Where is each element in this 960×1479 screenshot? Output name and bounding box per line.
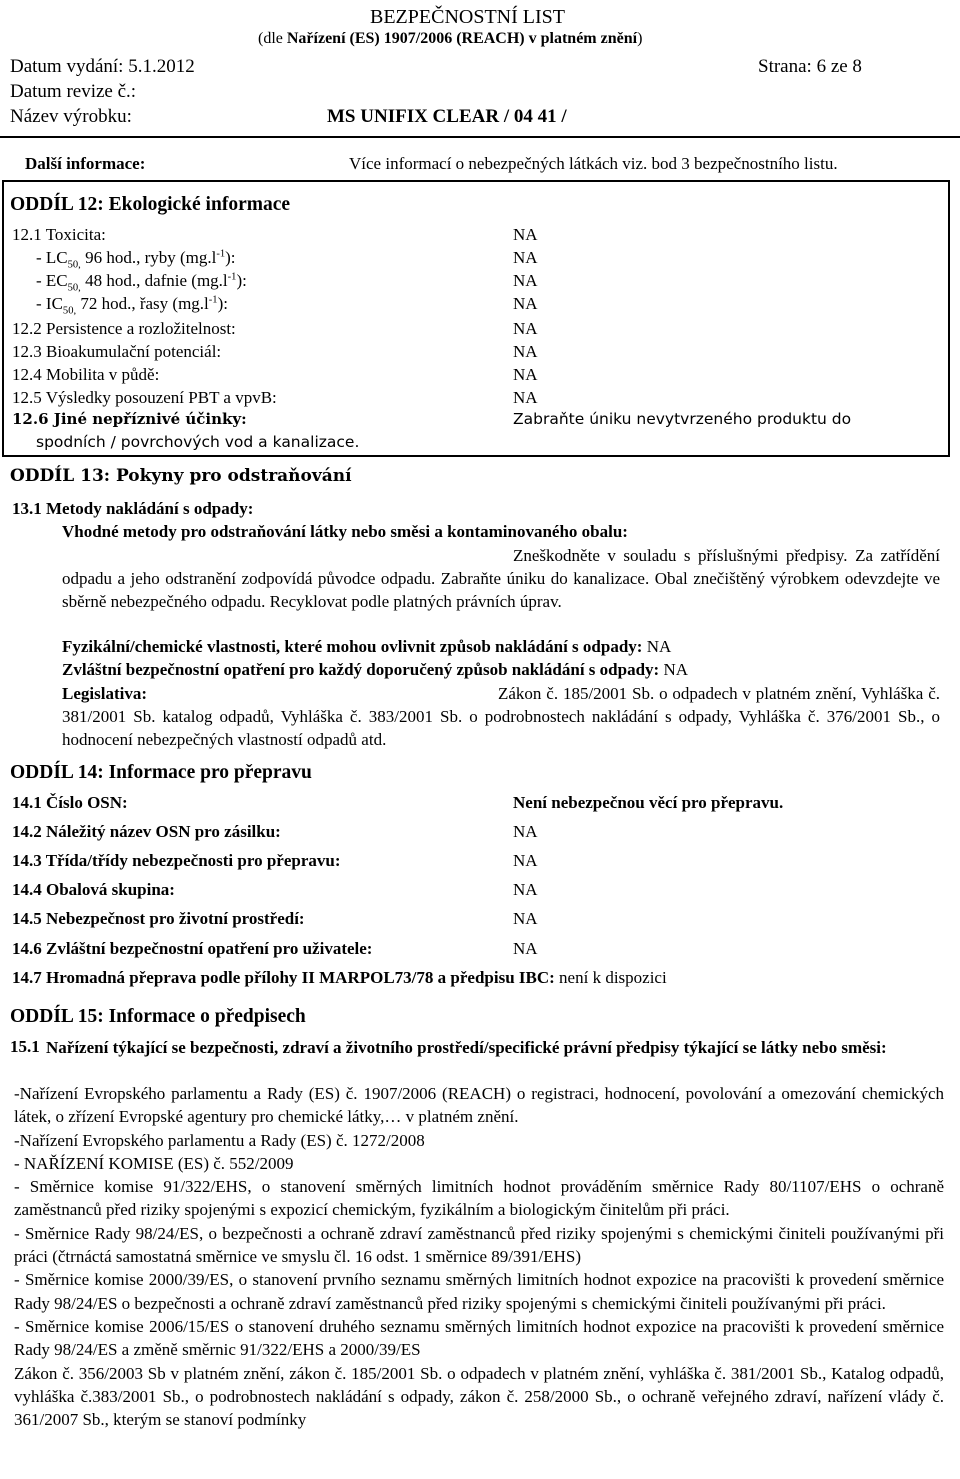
document-title: BEZPEČNOSTNÍ LIST — [370, 6, 565, 28]
page-number: Strana: 6 ze 8 — [758, 56, 862, 77]
pbt-label: 12.5 Výsledky posouzení PBT a vpvB: — [12, 388, 277, 407]
pbt-value: NA — [513, 388, 538, 407]
reg-item: Zákon č. 356/2003 Sb v platném znění, zákon č. 185/2001 Sb. o odpadech v platném znění, vyhláška č. 381/2001 Sb., Katalog odpadů, vyhláška č.383/2001 Sb., o podrobnostech nakládání s odpady, zákon č. 258/2000 Sb., o ochraně veřejného zdraví, nařízení vlády č. 361/2007 Sb., kterým se stanoví podmínky — [14, 1363, 944, 1430]
regs-heading: Nařízení týkající se bezpečnosti, zdraví a životního prostředí/specifické právní předpisy týkající se látky nebo směsi: — [46, 1038, 887, 1057]
section-12-title: ODDÍL 12: Ekologické informace — [10, 194, 291, 215]
env-hazard-value: NA — [513, 909, 538, 928]
reg-item: -Nařízení Evropského parlamentu a Rady (ES) č. 1272/2008 — [14, 1130, 425, 1150]
issue-date: Datum vydání: 5.1.2012 — [10, 56, 195, 77]
header-divider — [0, 136, 960, 138]
regs-number: 15.1 — [10, 1037, 40, 1056]
mobility-value: NA — [513, 365, 538, 384]
section-12-top-rule — [2, 180, 950, 182]
product-name: MS UNIFIX CLEAR / 04 41 / — [327, 106, 567, 127]
other-effects-value-line2: spodních / povrchových vod a kanalizace. — [36, 433, 360, 451]
suitable-methods-heading: Vhodné metody pro odstraňování látky nebo směsi a kontaminovaného obalu: — [62, 522, 628, 541]
waste-methods-text: Zneškodněte v souladu s příslušnými předpisy. Za zatřídění odpadu a jeho odstranění zodpovídá původce odpadu. Zabraňte úniku do kanalizace. Obal znečištěný výrobkem odevzdejte ve sběrně nebezpečného odpadu. Recyklovat podle platných právních úprav. — [62, 546, 940, 612]
section-13-title: ODDÍL 13: Pokyny pro odstraňování — [10, 466, 352, 486]
section-15-title: ODDÍL 15: Informace o předpisech — [10, 1006, 306, 1027]
mobility-label: 12.4 Mobilita v půdě: — [12, 365, 160, 384]
ec50-value: NA — [513, 271, 538, 290]
ec50-label: - $EC_{50,}$ 48 hod., dafnie $(mg.l^{-1})$: — [36, 271, 247, 294]
reg-item: - Směrnice komise 2006/15/ES o stanovení druhého seznamu směrných limitních hodnot expozice na pracovišti k provedení směrnice Rady 98/24/ES a změně směrnic 91/322/EHS a 2000/39/ES — [14, 1316, 944, 1360]
reg-item: - Směrnice komise 2000/39/ES, o stanovení prvního seznamu směrných limitních hodnot expozice na pracovišti k provedení směrnice Rady 98/24/ES o bezpečnosti a ochraně zdraví zaměstnanců před riziky spojenými s chemickými činiteli používanými při práci. — [14, 1270, 944, 1313]
document-subtitle: (dle Nařízení (ES) 1907/2006 (REACH) v platném znění) — [258, 30, 643, 47]
further-info-label: Další informace: — [25, 154, 146, 173]
revision-label: Datum revize č.: — [10, 81, 137, 102]
waste-methods-label: 13.1 Metody nakládání s odpady: — [12, 499, 254, 518]
packing-group-label: 14.4 Obalová skupina: — [12, 880, 175, 899]
hazard-class-value: NA — [513, 851, 538, 870]
section-14-title: ODDÍL 14: Informace pro přepravu — [10, 762, 312, 783]
un-number-label: 14.1 Číslo OSN: — [12, 793, 128, 812]
shipping-name-value: NA — [513, 822, 538, 841]
packing-group-value: NA — [513, 880, 538, 899]
reg-item: -Nařízení Evropského parlamentu a Rady (ES) č. 1907/2006 (REACH) o registraci, hodnocení, povolování a omezování chemických látek, o zřízení Evropské agentury pro chemické látky,… v platném znění. — [14, 1084, 944, 1127]
persistence-value: NA — [513, 319, 538, 338]
special-precautions-line: Zvláštní bezpečnostní opatření pro každý doporučený způsob nakládání s odpady: NA — [62, 660, 688, 679]
user-precautions-value: NA — [513, 939, 538, 958]
reg-item: - Směrnice Rady 98/24/ES, o bezpečnosti a ochraně zdraví zaměstnanců před riziky spojenými s chemickými činiteli používanými při práci (čtrnáctá samostatná směrnice ve smyslu čl. 16 odst. 1 směrnice 89/391/EHS) — [14, 1223, 944, 1267]
lc50-value: NA — [513, 248, 538, 267]
shipping-name-label: 14.2 Náležitý název OSN pro zásilku: — [12, 822, 281, 841]
user-precautions-label: 14.6 Zvláštní bezpečnostní opatření pro uživatele: — [12, 939, 373, 958]
other-effects-label: 12.6 Jiné nepříznivé účinky: — [12, 410, 247, 428]
legislation-block: Legislativa: Zákon č. 185/2001 Sb. o odpadech v platném znění, Vyhláška č. 381/2001 Sb. katalog odpadů, Vyhláška č. 383/2001 Sb. o podrobnostech nakládání s odpady, Vyhláška č. 376/2001 Sb., o hodnocení nebezpečných vlastností odpadů atd. — [62, 684, 940, 750]
un-number-value: Není nebezpečnou věcí pro přepravu. — [513, 793, 784, 812]
env-hazard-label: 14.5 Nebezpečnost pro životní prostředí: — [12, 909, 305, 928]
physchem-line: Fyzikální/chemické vlastnosti, které mohou ovlivnit způsob nakládání s odpady: NA — [62, 637, 672, 656]
bulk-transport-line: 14.7 Hromadná přeprava podle přílohy II MARPOL73/78 a předpisu IBC: není k dispozici — [12, 968, 667, 987]
persistence-label: 12.2 Persistence a rozložitelnost: — [12, 319, 236, 338]
product-label: Název výrobku: — [10, 106, 132, 127]
bioaccumulation-value: NA — [513, 342, 538, 361]
ic50-value: NA — [513, 294, 538, 313]
lc50-label: - $LC_{50,}$ 96 hod., ryby $(mg.l^{-1})$: — [36, 248, 236, 271]
bioaccumulation-label: 12.3 Bioakumulační potenciál: — [12, 342, 222, 361]
reg-item: - NAŘÍZENÍ KOMISE (ES) č. 552/2009 — [14, 1153, 294, 1173]
further-info-value: Více informací o nebezpečných látkách viz. bod 3 bezpečnostního listu. — [349, 154, 838, 173]
toxicity-value: NA — [513, 225, 538, 244]
toxicity-label: 12.1 Toxicita: — [12, 225, 106, 244]
regs-list — [14, 1082, 944, 1431]
ic50-label: - $IC_{50,}$ 72 hod., řasy $(mg.l^{-1})$: — [36, 294, 228, 317]
hazard-class-label: 14.3 Třída/třídy nebezpečnosti pro přepravu: — [12, 851, 341, 870]
other-effects-value-line1: Zabraňte úniku nevytvrzeného produktu do — [513, 410, 852, 428]
reg-item: - Směrnice komise 91/322/EHS, o stanovení směrných limitních hodnot prováděním směrnice Rady 80/1107/EHS o ochraně zaměstnanců před riziky spojenými s expozicí chemickým, fyzikálním a biologickým činitelům při práci. — [14, 1177, 944, 1220]
